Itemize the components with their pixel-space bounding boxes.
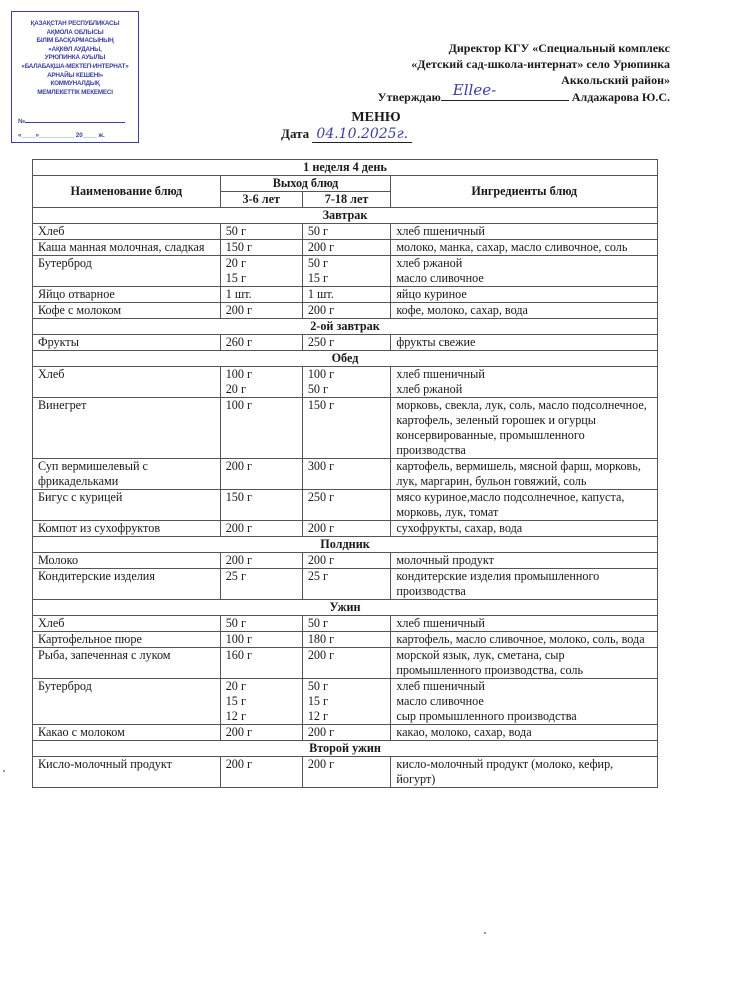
dish-name: Картофельное пюре (33, 632, 221, 648)
table-row (33, 256, 658, 287)
meal-section-row (33, 537, 658, 553)
meal-section-row (33, 351, 658, 367)
meal-section-row (33, 208, 658, 224)
yield-7-18: 25 г (302, 569, 391, 600)
yield-7-18: 200 г (302, 757, 391, 788)
yield-7-18: 200 г (302, 648, 391, 679)
yield-3-6: 150 г (220, 240, 302, 256)
yield-3-6: 100 г (220, 398, 302, 459)
table-row (33, 335, 658, 351)
approve-label: Утверждаю (377, 90, 441, 104)
yield-7-18: 250 г (302, 490, 391, 521)
stamp-text-line: АРНАЙЫ КЕШЕНІ» (47, 71, 103, 79)
dish-name: Кисло-молочный продукт (33, 757, 221, 788)
yield-7-18: 200 г (302, 725, 391, 741)
yield-7-18: 180 г (302, 632, 391, 648)
week-day-header: 1 неделя 4 день (33, 160, 658, 176)
table-row (33, 725, 658, 741)
table-row (33, 398, 658, 459)
ingredients: хлеб пшеничный хлеб ржаной (391, 367, 658, 398)
table-row (33, 757, 658, 788)
dish-name: Каша манная молочная, сладкая (33, 240, 221, 256)
table-row (33, 679, 658, 725)
ingredients: какао, молоко, сахар, вода (391, 725, 658, 741)
document-date (281, 126, 412, 143)
yield-7-18: 50 г 15 г (302, 256, 391, 287)
dish-name: Компот из сухофруктов (33, 521, 221, 537)
dish-name: Фрукты (33, 335, 221, 351)
yield-7-18: 1 шт. (302, 287, 391, 303)
menu-table (32, 159, 658, 788)
yield-3-6: 150 г (220, 490, 302, 521)
date-label: Дата (281, 126, 310, 141)
table-row (33, 490, 658, 521)
meal-section-title: Завтрак (33, 208, 658, 224)
yield-3-6: 200 г (220, 459, 302, 490)
stamp-date-template: «____»__________ 20____ ж. (18, 132, 105, 139)
meal-section-title: Второй ужин (33, 741, 658, 757)
ingredients: морской язык, лук, сметана, сыр промышленного производства, соль (391, 648, 658, 679)
dish-name: Яйцо отварное (33, 287, 221, 303)
ingredients: сухофрукты, сахар, вода (391, 521, 658, 537)
ingredients: мясо куриное,масло подсолнечное, капуста, морковь, лук, томат (391, 490, 658, 521)
dish-name: Какао с молоком (33, 725, 221, 741)
yield-7-18: 50 г (302, 224, 391, 240)
table-row (33, 616, 658, 632)
yield-3-6: 20 г 15 г 12 г (220, 679, 302, 725)
yield-7-18: 300 г (302, 459, 391, 490)
approval-line-3: Аккольский район» (561, 73, 670, 87)
dish-name: Суп вермишелевый с фрикадельками (33, 459, 221, 490)
dish-name: Хлеб (33, 367, 221, 398)
meal-section-row (33, 319, 658, 335)
stamp-registration-number: № (18, 116, 132, 127)
yield-3-6: 200 г (220, 553, 302, 569)
meal-section-title: 2-ой завтрак (33, 319, 658, 335)
yield-7-18: 50 г (302, 616, 391, 632)
approval-line-1: Директор КГУ «Специальный комплекс (448, 41, 670, 55)
yield-3-6: 50 г (220, 224, 302, 240)
table-row (33, 569, 658, 600)
date-value: 04.10.2025г. (312, 126, 412, 143)
stamp-text-line: БІЛІМ БАСҚАРМАСЫНЫҢ (36, 37, 114, 45)
dish-name: Кондитерские изделия (33, 569, 221, 600)
yield-7-18: 200 г (302, 521, 391, 537)
ingredients: кондитерские изделия промышленного производства (391, 569, 658, 600)
stamp-text-line: «АҚКӨЛ АУДАНЫ, (48, 45, 102, 53)
table-row (33, 648, 658, 679)
table-row (33, 521, 658, 537)
ingredients: хлеб пшеничный (391, 616, 658, 632)
ingredients-column-header: Ингредиенты блюд (391, 176, 658, 208)
approval-block (340, 40, 670, 105)
yield-3-6: 20 г 15 г (220, 256, 302, 287)
ingredients: кофе, молоко, сахар, вода (391, 303, 658, 319)
ingredients: хлеб пшеничный масло сливочное сыр промышленного производства (391, 679, 658, 725)
yield-3-6: 100 г (220, 632, 302, 648)
yield-7-18: 250 г (302, 335, 391, 351)
table-row (33, 303, 658, 319)
meal-section-title: Ужин (33, 600, 658, 616)
signature: Ellee- (452, 81, 497, 99)
table-row (33, 632, 658, 648)
stamp-text-line: МЕМЛЕКЕТТІК МЕКЕМЕСІ (37, 88, 113, 96)
table-row (33, 287, 658, 303)
ingredients: хлеб ржаной масло сливочное (391, 256, 658, 287)
meal-section-title: Обед (33, 351, 658, 367)
age-7-18-header: 7-18 лет (302, 192, 391, 208)
ingredients: картофель, вермишель, мясной фарш, морковь, лук, маргарин, бульон говяжий, соль (391, 459, 658, 490)
yield-3-6: 200 г (220, 725, 302, 741)
meal-section-row (33, 741, 658, 757)
ingredients: молочный продукт (391, 553, 658, 569)
yield-7-18: 200 г (302, 303, 391, 319)
yield-3-6: 25 г (220, 569, 302, 600)
page-title: МЕНЮ (351, 110, 401, 125)
stamp-text-line: КОММУНАЛДЫҚ (50, 80, 100, 88)
yield-3-6: 160 г (220, 648, 302, 679)
ingredients: яйцо куриное (391, 287, 658, 303)
ingredients: морковь, свекла, лук, соль, масло подсолнечное, картофель, зеленый горошек и огурцы консервированные, промышленного производства (391, 398, 658, 459)
stamp-text-line: УРЮПИНКА АУЫЛЫ (44, 54, 106, 62)
yield-3-6: 200 г (220, 521, 302, 537)
ingredients: молоко, манка, сахар, масло сливочное, соль (391, 240, 658, 256)
meal-section-title: Полдник (33, 537, 658, 553)
scan-speck (3, 770, 5, 772)
yield-3-6: 260 г (220, 335, 302, 351)
age-3-6-header: 3-6 лет (220, 192, 302, 208)
yield-3-6: 200 г (220, 303, 302, 319)
yield-7-18: 50 г 15 г 12 г (302, 679, 391, 725)
ingredients: фрукты свежие (391, 335, 658, 351)
dish-column-header: Наименование блюд (33, 176, 221, 208)
dish-name: Бутерброд (33, 256, 221, 287)
meal-section-row (33, 600, 658, 616)
stamp-text-line: АҚМОЛА ОБЛЫСЫ (46, 28, 104, 36)
ingredients: картофель, масло сливочное, молоко, соль, вода (391, 632, 658, 648)
ingredients: кисло-молочный продукт (молоко, кефир, йогурт) (391, 757, 658, 788)
dish-name: Винегрет (33, 398, 221, 459)
yield-3-6: 1 шт. (220, 287, 302, 303)
yield-3-6: 200 г (220, 757, 302, 788)
table-row (33, 553, 658, 569)
signature-line (441, 81, 569, 101)
stamp-text-line: «БАЛАБАҚША-МЕКТЕП-ИНТЕРНАТ» (21, 62, 129, 70)
dish-name: Хлеб (33, 616, 221, 632)
dish-name: Молоко (33, 553, 221, 569)
yield-7-18: 200 г (302, 553, 391, 569)
yield-column-header: Выход блюд (220, 176, 391, 192)
yield-7-18: 200 г (302, 240, 391, 256)
dish-name: Бутерброд (33, 679, 221, 725)
stamp-text-line: ҚАЗАҚСТАН РЕСПУБЛИКАСЫ (30, 20, 120, 27)
yield-7-18: 150 г (302, 398, 391, 459)
dish-name: Рыба, запеченная с луком (33, 648, 221, 679)
yield-7-18: 100 г 50 г (302, 367, 391, 398)
signer-name: Алдажарова Ю.С. (571, 90, 670, 104)
yield-3-6: 50 г (220, 616, 302, 632)
table-row (33, 367, 658, 398)
table-row (33, 459, 658, 490)
scan-speck (484, 932, 486, 934)
table-row (33, 224, 658, 240)
approval-line-2: «Детский сад-школа-интернат» село Урюпинка (411, 57, 670, 71)
yield-3-6: 100 г 20 г (220, 367, 302, 398)
dish-name: Бигус с курицей (33, 490, 221, 521)
ingredients: хлеб пшеничный (391, 224, 658, 240)
dish-name: Кофе с молоком (33, 303, 221, 319)
table-row (33, 240, 658, 256)
dish-name: Хлеб (33, 224, 221, 240)
